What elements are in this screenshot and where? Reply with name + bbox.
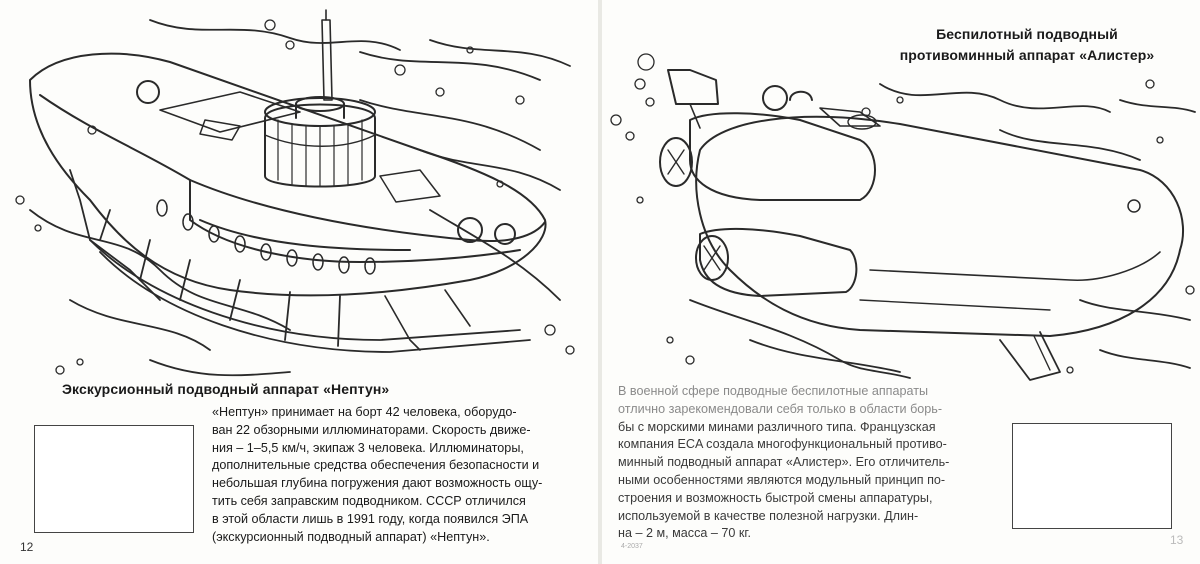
neptune-line: тить себя заправским подводником. СССР отличился	[212, 493, 526, 508]
alister-title	[872, 24, 1182, 66]
alister-line: компания ECA создала многофункциональный противо-	[618, 437, 947, 452]
empty-picture-frame-right	[1012, 423, 1172, 529]
neptune-line: в этой области лишь в 1991 году, когда появился ЭПА	[212, 511, 529, 526]
alister-title-line2: противоминный аппарат «Алистер»	[899, 47, 1155, 63]
alister-description	[618, 383, 994, 543]
neptune-line: дополнительные средства обеспечения безопасности и	[212, 458, 540, 473]
neptune-submarine-drawing	[16, 10, 574, 375]
alister-line: отлично зарекомендовали себя только в области борь-	[618, 401, 943, 416]
alister-drone-drawing	[611, 54, 1195, 380]
alister-line: минный подводный аппарат «Алистер». Его отличитель-	[618, 455, 950, 470]
neptune-title: Экскурсионный подводный аппарат «Нептун»	[62, 381, 390, 397]
page-number-left: 12	[20, 540, 34, 554]
empty-picture-frame-left	[34, 425, 194, 533]
alister-title-line1: Беспилотный подводный	[936, 26, 1118, 42]
alister-line: ными особенностями являются модульный принцип по-	[618, 472, 946, 487]
neptune-line: небольшая глубина погружения дают возможность ощу-	[212, 476, 543, 491]
page-number-right: 13	[1170, 533, 1184, 547]
imprint-code: 4-2037	[621, 543, 643, 550]
neptune-line: (экскурсионный подводный аппарат) «Нептун».	[212, 529, 490, 544]
alister-line: бы с морскими минами различного типа. Французская	[618, 419, 936, 434]
neptune-line: ван 22 обзорными иллюминаторами. Скорость движе-	[212, 422, 531, 437]
alister-line: используемой в качестве полезной нагрузки. Длин-	[618, 508, 919, 523]
neptune-line: «Нептун» принимает на борт 42 человека, оборудо-	[212, 405, 517, 419]
alister-line: В военной сфере подводные беспилотные аппараты	[618, 384, 929, 398]
alister-line: на – 2 м, масса – 70 кг.	[618, 526, 751, 541]
neptune-description	[212, 404, 568, 546]
alister-line: строения и возможность быстрой смены аппаратуры,	[618, 490, 933, 505]
neptune-line: ния – 1–5,5 км/ч, экипаж 3 человека. Иллюминаторы,	[212, 440, 524, 455]
